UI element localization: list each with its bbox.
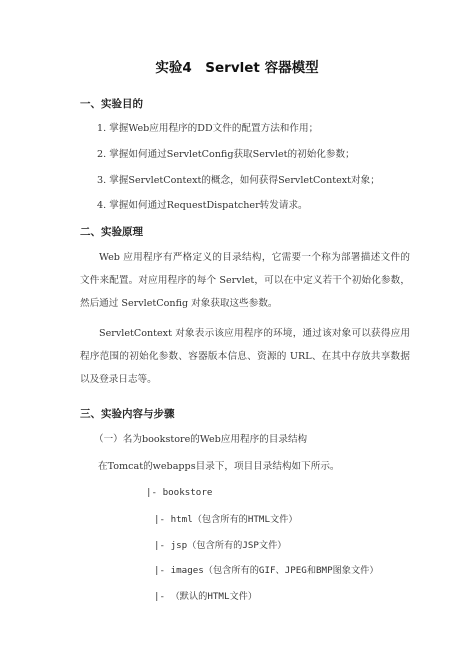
- tree-item-bookstore: |- bookstore: [146, 487, 213, 498]
- document-title: 实验4 Servlet 容器模型: [155, 60, 319, 76]
- tree-item-html: |- html（包含所有的HTML文件）: [154, 514, 298, 525]
- objective-item-3: 3. 掌握ServletContext的概念，如何获得ServletContext对象；: [97, 175, 380, 186]
- section-heading-principles: 二、实验原理: [80, 226, 143, 238]
- section-heading-steps: 三、实验内容与步骤: [80, 408, 175, 420]
- principle-paragraph-1: Web 应用程序有严格定义的目录结构，它需要一个称为部署描述文件的文件来配置。对应用程序的每个 Servlet，可以在中定义若干个初始化参数，然后通过 ServletConfig 对象获取这些参数。: [80, 252, 410, 309]
- principle-paragraph-2: ServletContext 对象表示该应用程序的环境，通过该对象可以获得应用程序范围的初始化参数、容器版本信息、资源的 URL、在其中存放共享数据以及登录日志等。: [80, 328, 410, 385]
- section-heading-objectives: 一、实验目的: [80, 98, 143, 110]
- objective-item-4: 4. 掌握如何通过RequestDispatcher转发请求。: [97, 200, 308, 211]
- tree-item-jsp: |- jsp（包含所有的JSP文件）: [154, 540, 287, 551]
- objective-item-2: 2. 掌握如何通过ServletConfig获取Servlet的初始化参数；: [97, 149, 355, 160]
- directory-description: 在Tomcat的webapps目录下，项目目录结构如下所示。: [98, 461, 340, 472]
- objective-item-1: 1. 掌握Web应用程序的DD文件的配置方法和作用；: [97, 123, 319, 134]
- tree-item-default-html: |- （默认的HTML文件）: [154, 591, 258, 602]
- subsection-heading-directory: （一）名为bookstore的Web应用程序的目录结构: [94, 434, 308, 445]
- tree-item-images: |- images（包含所有的GIF、JPEG和BMP图象文件）: [154, 565, 379, 576]
